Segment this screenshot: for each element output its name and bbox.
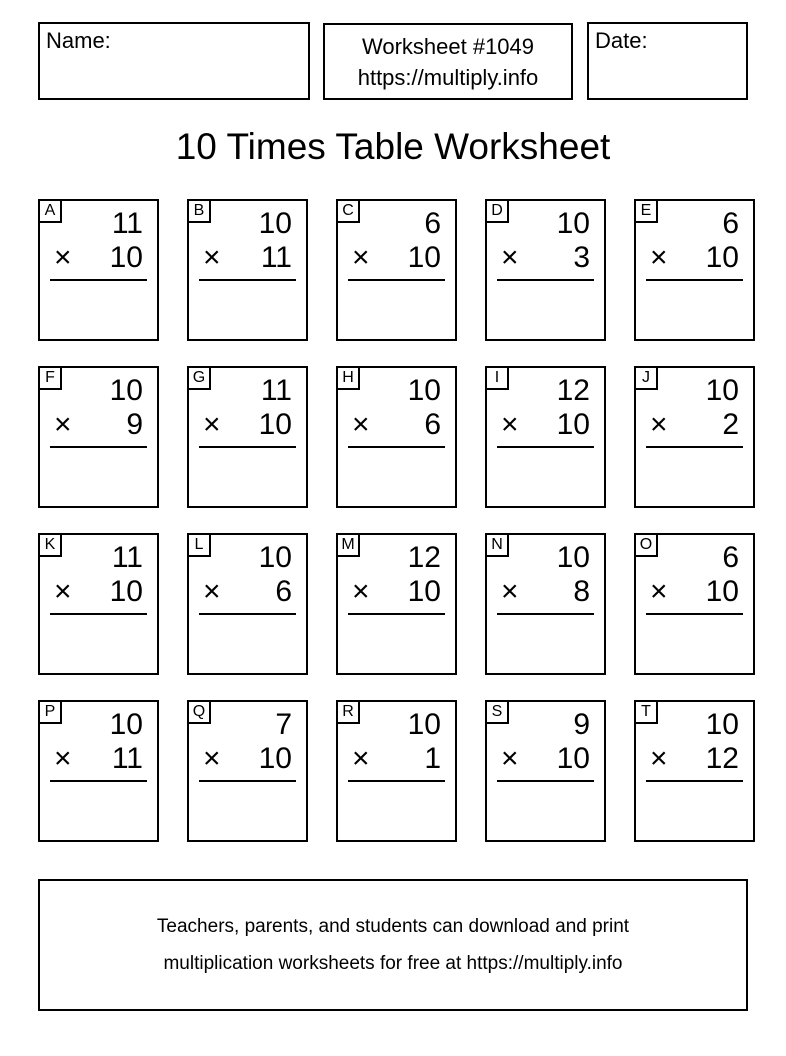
problem-letter: P [44,703,56,720]
multiplicand: 10 [109,708,143,741]
multiplicand: 6 [722,541,739,574]
problem-letter: R [342,703,354,720]
answer-space [348,281,445,335]
multiplier: 10 [258,408,292,441]
multiplier-row [650,241,739,275]
multiplicand: 9 [573,708,590,741]
multiplier: 10 [556,742,590,775]
multiplicand: 10 [556,207,590,240]
multiplier-row [54,575,143,609]
answer-space [497,281,594,335]
problem-cell [485,366,606,508]
problem-letter: J [642,369,650,386]
multiplicand: 10 [258,207,292,240]
multiplier-row [650,408,739,442]
multiply-icon: × [501,575,519,608]
multiply-icon: × [501,742,519,775]
worksheet-number: Worksheet #1049 [361,33,535,59]
page-title: 10 Times Table Worksheet [175,126,611,167]
multiplier-row [54,408,143,442]
multiplier-row [501,742,590,776]
multiplicand: 7 [275,708,292,741]
multiplier-row [650,742,739,776]
multiplicand: 10 [407,374,441,407]
answer-space [199,782,296,836]
multiplier: 1 [424,742,441,775]
multiplier-row [352,408,441,442]
multiply-icon: × [650,575,668,608]
multiplier: 11 [111,742,143,775]
problem-cell [634,700,755,842]
problem-cell [634,199,755,341]
multiplier: 10 [556,408,590,441]
footer-line-2: multiplication worksheets for free at https://multiply.info [163,953,623,974]
multiply-icon: × [352,742,370,775]
answer-space [199,281,296,335]
multiplicand: 10 [407,708,441,741]
answer-space [348,448,445,502]
footer-note-box [38,879,748,1011]
multiply-icon: × [501,408,519,441]
multiplicand: 10 [705,708,739,741]
multiplier: 10 [407,241,441,274]
multiplier: 12 [705,742,739,775]
multiply-icon: × [352,575,370,608]
multiplicand: 11 [111,541,143,574]
multiplier: 6 [275,575,292,608]
problem-letter: F [45,369,55,386]
multiplicand: 6 [424,207,441,240]
multiply-icon: × [650,408,668,441]
multiplier: 2 [722,408,739,441]
multiplier-row [203,742,292,776]
name-field-box [38,22,310,100]
problem-letter: K [44,536,56,553]
problem-letter: B [193,202,205,219]
worksheet-info-box [323,23,573,100]
multiply-icon: × [54,241,72,274]
problem-letter: Q [192,703,206,720]
multiplicand: 10 [556,541,590,574]
answer-space [348,615,445,669]
multiply-icon: × [203,575,221,608]
multiplicand: 10 [109,374,143,407]
multiplier-row [54,742,143,776]
multiply-icon: × [203,408,221,441]
multiplier-row [352,575,441,609]
problem-letter: M [341,536,355,553]
multiplier-row [203,408,292,442]
multiplicand: 6 [722,207,739,240]
multiply-icon: × [501,241,519,274]
problem-cell [38,533,159,675]
problem-letter: I [494,369,500,386]
multiplicand: 10 [705,374,739,407]
multiplier-row [352,241,441,275]
date-field-box [587,22,748,100]
problem-cell [187,366,308,508]
multiplier-row [501,575,590,609]
answer-space [199,615,296,669]
problem-cell [336,700,457,842]
answer-space [497,615,594,669]
answer-space [646,448,743,502]
multiplier-row [501,241,590,275]
problem-letter: S [491,703,503,720]
date-label: Date: [595,28,648,53]
problems-grid [38,199,755,842]
multiplicand: 12 [407,541,441,574]
problem-letter: C [342,202,354,219]
problem-letter: T [641,703,651,720]
problem-cell [187,700,308,842]
multiply-icon: × [54,742,72,775]
multiply-icon: × [650,742,668,775]
answer-space [646,281,743,335]
multiply-icon: × [54,408,72,441]
problem-letter: O [639,536,653,553]
problem-cell [187,533,308,675]
problem-letter: A [44,202,56,219]
multiplier-row [650,575,739,609]
problem-letter: H [342,369,354,386]
multiplier-row [352,742,441,776]
problem-letter: G [192,369,206,386]
multiplier: 6 [424,408,441,441]
problem-cell [485,533,606,675]
multiply-icon: × [352,241,370,274]
multiply-icon: × [650,241,668,274]
multiplier-row [203,575,292,609]
problem-cell [336,366,457,508]
problem-cell [634,366,755,508]
problem-cell [485,199,606,341]
multiplicand: 11 [260,374,292,407]
problem-cell [38,366,159,508]
answer-space [199,448,296,502]
multiplicand: 12 [556,374,590,407]
multiply-icon: × [54,575,72,608]
problem-cell [336,533,457,675]
footer-line-1: Teachers, parents, and students can download and print [156,916,630,937]
answer-space [50,281,147,335]
multiplier: 10 [258,742,292,775]
multiplier: 3 [573,241,590,274]
answer-space [50,615,147,669]
multiplier: 10 [705,575,739,608]
answer-space [50,782,147,836]
multiplier-row [54,241,143,275]
answer-space [646,782,743,836]
problem-cell [336,199,457,341]
multiplicand: 10 [258,541,292,574]
multiplicand: 11 [111,207,143,240]
multiplier: 10 [705,241,739,274]
problem-cell [634,533,755,675]
multiplier-row [203,241,292,275]
problem-letter: D [491,202,503,219]
worksheet-url: https://multiply.info [357,64,539,90]
answer-space [348,782,445,836]
problem-cell [485,700,606,842]
problem-cell [38,700,159,842]
answer-space [646,615,743,669]
problem-cell [38,199,159,341]
problem-letter: L [194,536,204,553]
answer-space [497,448,594,502]
multiplier: 10 [109,575,143,608]
problem-cell [187,199,308,341]
answer-space [50,448,147,502]
multiply-icon: × [203,742,221,775]
multiplier: 8 [573,575,590,608]
multiplier: 9 [126,408,143,441]
problem-letter: N [491,536,503,553]
multiplier: 11 [260,241,292,274]
multiplier: 10 [109,241,143,274]
multiplier: 10 [407,575,441,608]
multiply-icon: × [352,408,370,441]
problem-letter: E [640,202,652,219]
answer-space [497,782,594,836]
name-label: Name: [46,28,111,53]
multiply-icon: × [203,241,221,274]
multiplier-row [501,408,590,442]
